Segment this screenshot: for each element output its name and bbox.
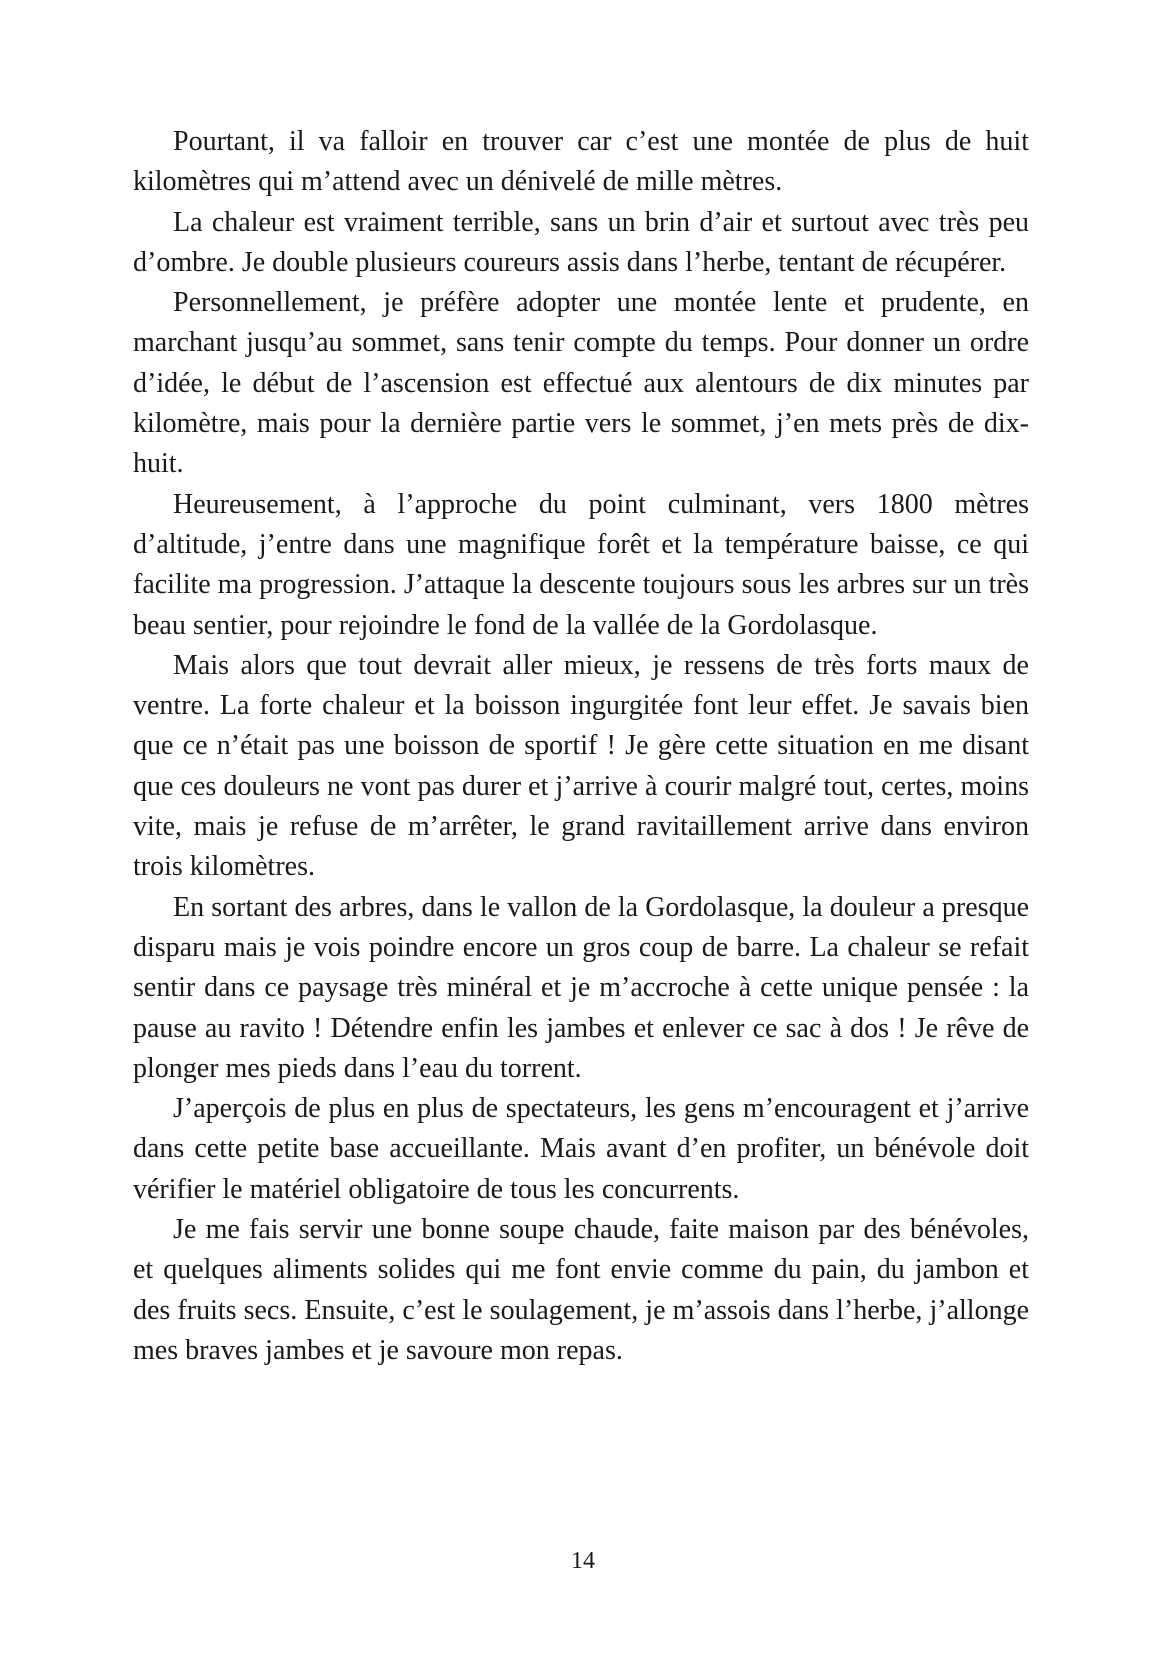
paragraph: La chaleur est vraiment terrible, sans un brin d’air et surtout avec très peu d’ombre. Je double plusieurs coureurs assis dans l’herbe, tentant de récupérer. [133, 206, 1029, 278]
paragraph: Mais alors que tout devrait aller mieux, je ressens de très forts maux de ventre. La forte chaleur et la boisson ingurgitée font leur effet. Je savais bien que ce n’était pas une boisson de sportif ! Je gère cette situation en me disant que ces douleurs ne vont pas durer et j’arrive à courir malgré tout, certes, moins vite, mais je refuse de m’arrêter, le grand ravitaillement arrive dans environ trois kilomètres. [133, 649, 1029, 883]
paragraph: J’aperçois de plus en plus de spectateurs, les gens m’encouragent et j’arrive dans cette petite base accueillante. Mais avant d’en profiter, un bénévole doit vérifier le matériel obligatoire de tous les concurrents. [133, 1093, 1029, 1205]
paragraph: Heureusement, à l’approche du point culminant, vers 1800 mètres d’altitude, j’entre dans une magnifique forêt et la température baisse, ce qui facilite ma progression. J’attaque la descente toujours sous les arbres sur un très beau sentier, pour rejoindre le fond de la vallée de la Gordolasque. [133, 488, 1029, 641]
body-text [133, 122, 1029, 1371]
page-number: 14 [571, 1548, 595, 1574]
paragraph: Je me fais servir une bonne soupe chaude, faite maison par des bénévoles, et quelques aliments solides qui me font envie comme du pain, du jambon et des fruits secs. Ensuite, c’est le soulagement, je m’assois dans l’herbe, j’allonge mes braves jambes et je savoure mon repas. [133, 1214, 1029, 1366]
paragraph: Pourtant, il va falloir en trouver car c’est une montée de plus de huit kilomètres qui m’attend avec un dénivelé de mille mètres. [133, 126, 1029, 198]
paragraph: En sortant des arbres, dans le vallon de la Gordolasque, la douleur a presque disparu mais je vois poindre encore un gros coup de barre. La chaleur se refait sentir dans ce paysage très minéral et je m’accroche à cette unique pensée : la pause au ravito ! Détendre enfin les jambes et enlever ce sac à dos ! Je rêve de plonger mes pieds dans l’eau du torrent. [133, 891, 1029, 1084]
paragraph: Personnellement, je préfère adopter une montée lente et prudente, en marchant jusqu’au sommet, sans tenir compte du temps. Pour donner un ordre d’idée, le début de l’ascension est effectué aux alentours de dix minutes par kilomètre, mais pour la dernière partie vers le sommet, j’en mets près de dix-huit. [133, 287, 1029, 480]
